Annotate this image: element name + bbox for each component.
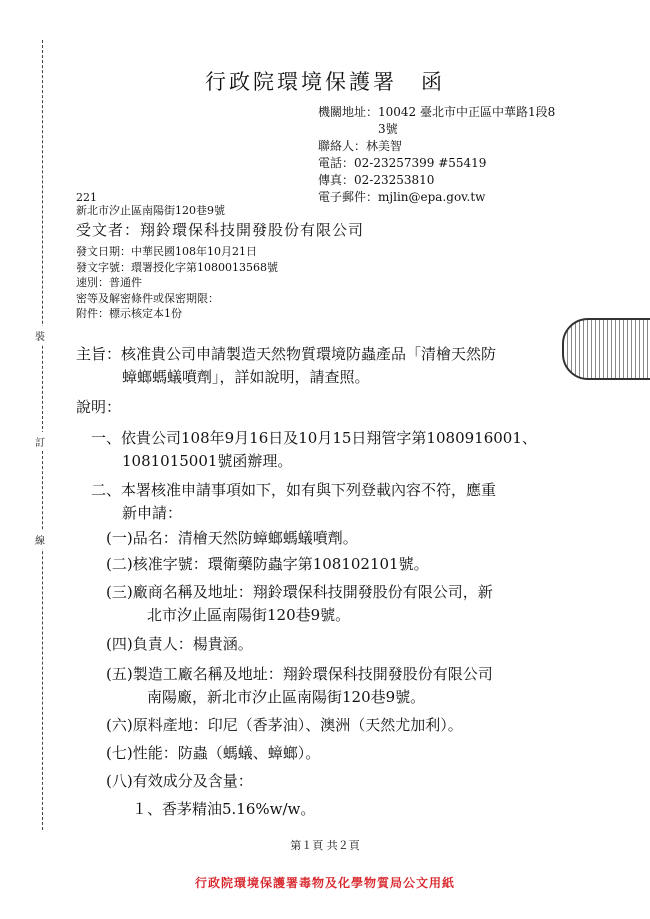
item2-sub8-item1: １、香茅精油5.16%w/w。 [132,800,316,818]
sender-email: 電子郵件：mjlin@epa.gov.tw [318,190,486,204]
issue-date: 發文日期：中華民國108年10月21日 [76,245,257,258]
recipient: 受文者：翔鈴環保科技開發股份有限公司 [76,221,365,239]
item2-sub3-line1: (三)廠商名稱及地址：翔鈴環保科技開發股份有限公司，新 [106,583,493,601]
binding-margin [0,0,60,919]
subject-line2: 蟑螂螞蟻噴劑」，詳如說明，請查照。 [122,368,370,386]
item2-sub2: (二)核准字號：環衛藥防蟲字第108102101號。 [106,555,429,573]
recipient-address: 新北市汐止區南陽街120巷9號 [76,204,225,217]
sender-phone: 電話：02-23257399 #55419 [318,156,487,170]
page-number: 第１頁 共２頁 [290,839,360,852]
sender-address-line2: 3號 [378,122,398,136]
item2-sub6: (六)原料產地：印尼（香茅油）、澳洲（天然尤加利）。 [106,716,463,734]
sender-fax: 傳真：02-23253810 [318,173,435,187]
item2-sub1: (一)品名：清檜天然防蟑螂螞蟻噴劑。 [106,529,358,547]
explanation-item2-line1: 二、本署核准申請事項如下，如有與下列登載內容不符，應重 [91,481,497,499]
item2-sub5-line1: (五)製造工廠名稱及地址：翔鈴環保科技開發股份有限公司 [106,665,493,683]
edge-seal-stamp [562,318,650,380]
explanation-item2-line2: 新申請： [122,504,183,522]
binding-mark-middle: 訂 [35,432,45,451]
item2-sub7: (七)性能：防蟲（螞蟻、蟑螂）。 [106,744,321,762]
explanation-heading: 說明： [76,398,122,416]
agency-paper-label: 行政院環境保護署毒物及化學物質局公文用紙 [194,876,455,890]
document-meta [76,244,278,322]
security-level: 密等及解密條件或保密期限： [76,291,219,305]
recipient-address-block [76,191,225,217]
sender-address-line1: 機關地址：10042 臺北市中正區中華路1段8 [318,105,556,119]
binding-mark-bottom: 線 [35,530,45,549]
sender-contact: 聯絡人：林美智 [318,139,403,153]
sender-info [318,104,555,206]
document-title: 行政院環境保護署 函 [205,70,445,94]
delivery-speed: 速別：普通件 [76,276,142,289]
attachment: 附件：標示核定本1份 [76,307,182,320]
binding-mark-top: 裝 [35,326,45,345]
subject-line1: 主旨：核准貴公司申請製造天然物質環境防蟲產品「清檜天然防 [76,345,497,363]
item2-sub3-line2: 北市汐止區南陽街120巷9號。 [147,606,351,624]
item2-sub5-line2: 南陽廠，新北市汐止區南陽街120巷9號。 [147,688,426,706]
item2-sub4: (四)負責人：楊貴涵。 [106,635,253,653]
recipient-zip: 221 [76,191,97,204]
explanation-item1-line1: 一、依貴公司108年9月16日及10月15日翔管字第1080916001、 [91,429,537,447]
item2-sub8: (八)有效成分及含量： [106,772,253,790]
document-number: 發文字號：環署授化字第1080013568號 [76,260,278,274]
explanation-item1-line2: 1081015001號函辦理。 [122,452,293,470]
